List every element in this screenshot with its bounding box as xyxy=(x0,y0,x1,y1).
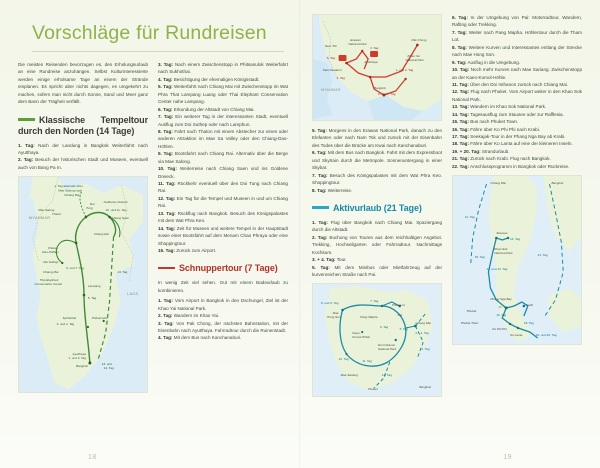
svg-text:MYANMAR: MYANMAR xyxy=(28,216,51,221)
day-text: Über den Doi Inthanon zurück nach Chiang Mai. xyxy=(468,81,569,87)
svg-text:Phitsanulok: Phitsanulok xyxy=(91,316,108,321)
svg-text:5. Tag: 5. Tag xyxy=(399,327,408,332)
day-text: Flug nach Phuket. Vom Airport weiter in den Khao Sok National Park. xyxy=(452,89,582,102)
svg-text:19. und 20. Tag: 19. und 20. Tag xyxy=(535,333,557,338)
tour-title: Klassische Tempeltour durch den Norden (14 Tage) xyxy=(18,114,148,136)
svg-text:Goldenes Dreieck: Goldenes Dreieck xyxy=(103,200,128,205)
svg-text:18. Tag: 18. Tag xyxy=(523,321,534,326)
svg-text:MYANMAR: MYANMAR xyxy=(320,87,341,93)
map-graphic-north xyxy=(19,177,147,392)
day-label: 8. Tag: xyxy=(158,128,173,134)
svg-text:Stausee: Stausee xyxy=(496,231,508,236)
tour-heading-schnuppertour xyxy=(158,263,288,274)
day-text: Ein weiterer Tag in der interessanten Stadt, eventuell Ausflug zum Doi Suthep oder nach Lamphun. xyxy=(158,114,289,127)
svg-text:15. Tag: 15. Tag xyxy=(474,255,485,260)
svg-text:4. Tag: 4. Tag xyxy=(336,75,345,81)
tour-intro: In wenig Zeit viel sehen. Gut mit einem Badeurlaub zu kombinieren. xyxy=(158,280,288,293)
day-entry xyxy=(452,111,582,118)
day-label: 15. Tag: xyxy=(452,119,470,125)
day-entry xyxy=(452,44,582,59)
svg-text:Phuket: Phuket xyxy=(368,387,378,392)
day-label: 9. Tag: xyxy=(158,151,174,157)
day-text: Mit dem Bus nach Bangkok. Fahrt mit dem Expressboot und Skytrain durch die Metropole. Sonnenuntergang in einer Skybar. xyxy=(312,150,442,171)
svg-text:13. Tag: 13. Tag xyxy=(117,270,128,275)
day-label: 15. Tag: xyxy=(158,247,176,253)
day-label: 12. Tag: xyxy=(452,89,470,95)
day-label: 1. Tag: xyxy=(312,219,328,225)
svg-text:Tung: Tung xyxy=(85,206,93,211)
svg-text:Ko Lanta: Ko Lanta xyxy=(510,333,523,338)
day-entry xyxy=(18,156,148,171)
svg-text:1. und 2. Tag: 1. und 2. Tag xyxy=(68,356,86,361)
right-page-columns xyxy=(312,14,582,442)
day-label: 3. Tag: xyxy=(158,62,174,67)
page-number-right: 19 xyxy=(503,454,512,461)
day-text: Bootsfahrt nach Chiang Rai. Alternativ über die Berge via Mae Salong. xyxy=(158,151,288,164)
day-entry xyxy=(158,128,288,150)
title-divider xyxy=(32,51,284,52)
day-label: 21. Tag: xyxy=(452,156,470,162)
svg-text:17. Tag: 17. Tag xyxy=(498,305,509,310)
day-label: 11. Tag: xyxy=(158,181,176,186)
svg-text:Kaeo-: Kaeo- xyxy=(352,331,361,336)
day-entry xyxy=(452,133,582,140)
tour-title: Schnuppertour (7 Tage) xyxy=(179,263,278,274)
svg-text:Bangkok: Bangkok xyxy=(419,385,432,390)
day-text: Noch mehr Kurven nach Mae Sariang. Zwischenstopp an der Kaeo-Komol-Höhle. xyxy=(452,67,582,80)
svg-text:6. und 7. Tag: 6. und 7. Tag xyxy=(66,266,84,271)
day-label: 6. Tag: xyxy=(312,150,327,156)
day-entry xyxy=(158,312,288,319)
day-label: 2. Tag: xyxy=(18,157,34,163)
day-text: Nach der Landung in Bangkok Weiterfahrt nach Ayutthaya. xyxy=(18,142,148,155)
day-label: 10. Tag: xyxy=(158,166,177,172)
svg-text:1. Tag: 1. Tag xyxy=(421,347,430,352)
svg-text:Thaton: Thaton xyxy=(51,212,62,217)
day-entry xyxy=(158,180,288,195)
day-label: 13. Tag: xyxy=(452,104,470,110)
svg-text:5. Tag: 5. Tag xyxy=(326,55,336,61)
day-text: Besichtigung der ehemaligen Königsstadt. xyxy=(172,76,260,82)
page-right xyxy=(300,0,600,468)
day-text: Rückflug nach Bangkok. Besuch des Königspalastes mit dem Wat Phra Keo. xyxy=(158,210,288,224)
day-label: 8. Tag: xyxy=(312,187,327,193)
svg-text:Chiang-: Chiang- xyxy=(47,246,59,251)
day-text: Fähre über Ko Lanta auf eine der kleineren Inseln. xyxy=(469,141,573,147)
day-text: Weiterreise. xyxy=(326,187,353,193)
day-text: Buchung von Touren aus dem reichhaltigen Angebot. Trekking, Hochseilgarten oder Fahrradtour. Nachmittags Kochkurs. xyxy=(312,234,443,255)
tour-heading-klassische-tempeltour xyxy=(18,115,148,137)
svg-text:National Park: National Park xyxy=(348,41,367,47)
day-entry xyxy=(18,142,148,157)
svg-text:Mae Salong nach: Mae Salong nach xyxy=(58,188,83,193)
day-entry xyxy=(452,59,582,66)
day-text: Von Pak Chong, der nächsten Bahnstation, mit der Eisenbahn nach Ayutthaya. Fahrradtour durch die Ruinenstadt. xyxy=(158,320,288,333)
day-label: 5. Tag: xyxy=(158,84,173,90)
svg-text:12. Tag: 12. Tag xyxy=(381,373,392,378)
svg-text:Krabi: Krabi xyxy=(525,303,533,308)
svg-text:Ayutthaya: Ayutthaya xyxy=(364,59,378,65)
day-text: Fahrt nach Thaton mit einem Abstecher zur einen oder anderen Attraktion im Mae Sa Valley oder den Chiang-Dao-Höhlen. xyxy=(158,128,288,149)
svg-text:21. Tag: 21. Tag xyxy=(537,253,548,258)
day-entry xyxy=(158,320,288,335)
day-entry xyxy=(158,113,288,128)
svg-text:Doi Suthep: Doi Suthep xyxy=(43,260,59,265)
day-entry xyxy=(452,126,582,133)
svg-text:Doi Inthanon: Doi Inthanon xyxy=(377,343,396,348)
svg-text:Mae: Mae xyxy=(332,311,339,316)
day-entry xyxy=(158,165,288,180)
svg-text:National Park: National Park xyxy=(405,57,424,63)
day-entry xyxy=(452,29,582,44)
day-entry xyxy=(452,163,582,170)
day-text: In der Umgebung von Pai: Motorradtour, Wandern, Rafting oder Trekking. xyxy=(452,15,582,28)
day-entry xyxy=(312,127,442,149)
svg-text:Mae Salong: Mae Salong xyxy=(38,208,55,213)
map-graphic-aktiv-nord xyxy=(313,284,441,396)
map-graphic-aktiv-sued xyxy=(453,176,581,344)
day-entry xyxy=(452,14,582,29)
day-label: 5. Tag: xyxy=(312,264,330,270)
svg-text:2. - 4. Tag: 2. - 4. Tag xyxy=(415,331,429,336)
svg-text:Pak Chong: Pak Chong xyxy=(411,37,427,43)
day-text: Tour. xyxy=(335,257,347,263)
day-entry xyxy=(312,234,442,256)
day-label: 1. Tag: xyxy=(158,298,174,304)
svg-text:Komol-Höhle: Komol-Höhle xyxy=(352,335,370,340)
svg-text:12. Tag: 12. Tag xyxy=(464,215,475,220)
day-label: 7. Tag: xyxy=(158,114,174,120)
day-label: 10. Tag: xyxy=(452,67,470,73)
map-aktivurlaub-sued xyxy=(452,175,582,345)
day-label: 6. Tag: xyxy=(158,106,173,112)
day-entry xyxy=(452,118,582,125)
svg-text:Doi: Doi xyxy=(89,202,95,207)
day-entry xyxy=(452,155,582,162)
svg-text:Chiang Mai: Chiang Mai xyxy=(490,181,506,186)
tour-title: Aktivurlaub (21 Tage) xyxy=(333,202,422,213)
day-entry xyxy=(312,149,442,171)
blue-bar-icon xyxy=(312,206,329,209)
day-text: Flug über Bangkok nach Chiang Mai. Spaziergang durch die Altstadt. xyxy=(312,219,442,233)
tour-heading-aktivurlaub xyxy=(312,203,442,214)
day-label: 3. Tag: xyxy=(158,320,174,326)
day-label: 2. Tag: xyxy=(158,313,173,319)
day-text: Ausflug in die Umgebung. xyxy=(466,59,521,65)
map-aktivurlaub-nord xyxy=(312,283,442,397)
day-entry xyxy=(158,106,288,113)
svg-text:Kanchanaburi: Kanchanaburi xyxy=(322,67,342,73)
day-text: Erkundung der Altstadt von Chiang Mai. xyxy=(172,106,255,112)
svg-text:Bangkok: Bangkok xyxy=(551,181,564,186)
day-text: Weiterreise nach Chiang Saen und ins Goldene Dreieck. xyxy=(158,166,288,179)
page-number-left: 18 xyxy=(88,454,97,461)
svg-text:Khao Yai: Khao Yai xyxy=(407,53,420,59)
svg-text:Phang Nga Bay: Phang Nga Bay xyxy=(490,297,512,302)
svg-text:LAOS: LAOS xyxy=(127,292,139,297)
day-entry xyxy=(452,148,582,155)
day-label: 4. Tag: xyxy=(158,76,173,82)
svg-text:Ko Phi Phi: Ko Phi Phi xyxy=(492,327,507,332)
day-text: Besuch des Königspalastes mit dem Wat Phra Keo. Shoppingtour. xyxy=(312,172,442,186)
svg-text:Chiang Mai: Chiang Mai xyxy=(43,270,59,275)
day-text: Vom Airport in Bangkok in den Dschungel, Ziel ist der Khao Yai National Park. xyxy=(158,298,288,311)
day-text: Wandern im Khao Sok National Park. xyxy=(469,104,547,110)
day-entry xyxy=(158,210,288,225)
day-label: 6. Tag: xyxy=(452,15,468,20)
red-bar-icon xyxy=(158,267,175,270)
day-label: 7. Tag: xyxy=(312,172,328,178)
day-text: Mit dem Bus nach Kanchanaburi. xyxy=(172,335,242,341)
day-text: Weiter nach Pang Mapha. Höhlentour durch die Tham Lot. xyxy=(452,29,582,43)
svg-text:10. Tag: 10. Tag xyxy=(338,357,349,362)
svg-text:10. und 11. Tag: 10. und 11. Tag xyxy=(105,208,127,213)
day-label: 14. Tag: xyxy=(452,111,470,117)
svg-text:3. und 4. Tag: 3. und 4. Tag xyxy=(56,322,75,327)
svg-text:Lampang: Lampang xyxy=(87,284,101,289)
day-entry xyxy=(452,81,582,88)
svg-text:6. Tag: 6. Tag xyxy=(379,325,389,330)
svg-text:Hong Son: Hong Son xyxy=(327,315,341,320)
day-text: Weitere Kurven und Interessantes entlang der Strecke nach Mae Hong Son. xyxy=(452,44,582,58)
svg-text:National Park: National Park xyxy=(377,347,397,352)
map-graphic-schnupper xyxy=(313,15,441,120)
svg-text:1. Tag alternativ über: 1. Tag alternativ über xyxy=(54,184,83,189)
book-fold xyxy=(299,0,301,468)
svg-text:13. und: 13. und xyxy=(101,362,112,367)
day-entry xyxy=(452,66,582,81)
svg-text:Ayutthaya: Ayutthaya xyxy=(72,352,86,357)
day-entry xyxy=(452,140,582,147)
day-entry xyxy=(158,195,288,210)
day-label: 7. Tag: xyxy=(452,29,467,35)
day-text: Mit dem Minibus oder Mietfahrzeug auf der kurvenreichen Straße nach Pai. xyxy=(312,264,442,277)
day-entry xyxy=(158,247,288,254)
svg-text:14. Tag: 14. Tag xyxy=(510,237,521,242)
day-text: Anschlussprogramm in Bangkok oder Rückreise. xyxy=(469,163,570,169)
day-entry xyxy=(452,103,582,110)
svg-text:Mae Sariang: Mae Sariang xyxy=(340,373,358,378)
day-entry xyxy=(312,219,442,234)
day-text: Fähre über Ko Phi Phi nach Krabi. xyxy=(469,126,541,132)
day-label: 13. Tag: xyxy=(158,210,176,216)
svg-text:12. und 13. Tag: 12. und 13. Tag xyxy=(486,267,508,272)
svg-text:8. und 9. Tag: 8. und 9. Tag xyxy=(320,301,339,306)
day-entry xyxy=(312,264,442,279)
day-label: 17. Tag: xyxy=(452,134,470,139)
day-text: Zeit für Museen und weitere Tempel in der Hauptstadt sowie einer Bootsfahrt auf dem Menam Chao Phraya oder eine Shoppingtour. xyxy=(158,225,288,246)
day-label: 18. Tag: xyxy=(452,141,470,147)
day-entry xyxy=(158,61,288,76)
svg-text:7. Tag: 7. Tag xyxy=(370,299,379,304)
svg-text:Erawan: Erawan xyxy=(350,37,361,43)
day-label: 2. Tag: xyxy=(312,234,328,240)
svg-text:Bangkok: Bangkok xyxy=(374,85,386,91)
day-text: Tagesausflug zum Stausee oder zur Rafflesia. xyxy=(469,111,564,117)
svg-text:Chiang Rai: Chiang Rai xyxy=(64,193,80,198)
map-klassische-tempeltour-nord xyxy=(18,176,148,393)
svg-text:Chiang Mai: Chiang Mai xyxy=(415,321,431,326)
svg-text:Dao-Höhlen: Dao-Höhlen xyxy=(42,250,59,255)
day-label: 4. Tag: xyxy=(158,335,173,341)
svg-text:Phuket: Phuket xyxy=(466,309,477,314)
svg-text:3. Tag: 3. Tag xyxy=(370,45,379,51)
day-label: 16. Tag: xyxy=(452,126,470,132)
day-label: 9. Tag: xyxy=(452,59,467,65)
day-text: Zurück zum Airport. xyxy=(175,247,217,253)
svg-text:Thai Elephant: Thai Elephant xyxy=(39,278,59,283)
day-entry xyxy=(312,256,442,263)
svg-text:Pai: Pai xyxy=(397,313,403,318)
intro-paragraph: Die meisten Reisenden bevorzugen es, den Erholungsurlaub an eine Rundreise anzuhängen. Selbst Kulturinteressierte werden einige erholsame Tage an einem der Strände einplanen. Es spricht aber nichts dagegen, es umgekehrt zu machen, sofern man nicht durch Sonne, Sand und Meer ganz dem Bann der Trägheit verfällt. xyxy=(18,62,148,105)
svg-text:Phuket Town: Phuket Town xyxy=(460,321,479,326)
day-entry xyxy=(312,187,442,194)
svg-text:6. und 7. Tag: 6. und 7. Tag xyxy=(377,91,396,97)
svg-text:Sukhothai: Sukhothai xyxy=(62,316,77,321)
svg-text:11. Tag: 11. Tag xyxy=(362,359,372,364)
day-entry xyxy=(452,88,582,103)
svg-text:Khao Sok: Khao Sok xyxy=(494,247,508,252)
day-label: 12. Tag: xyxy=(158,195,176,201)
day-entry xyxy=(312,172,442,187)
day-entry xyxy=(158,83,288,105)
svg-text:National Park: National Park xyxy=(494,251,513,256)
day-text: Wandern im Khao Yai. xyxy=(172,313,220,319)
day-entry xyxy=(158,76,288,83)
svg-text:Tham Lot: Tham Lot xyxy=(391,303,405,308)
day-text: Nach einem Zwischenstopp in Phitsanulok Weiterfahrt nach Sukhothai. xyxy=(158,62,288,75)
day-label: 5. Tag: xyxy=(312,128,327,133)
day-entry xyxy=(158,297,288,312)
svg-text:Bangkok: Bangkok xyxy=(76,364,88,369)
day-label: 19. + 20. Tag: xyxy=(452,148,481,154)
day-label: 14. Tag: xyxy=(158,225,176,231)
day-text: Weiterfahrt nach Chiang Mai mit Zwischenstopp im Wat Phra That Lampang Luang oder Thai Elephant Conservation Center nahe Lampang. xyxy=(158,84,288,105)
svg-text:14. Tag: 14. Tag xyxy=(103,366,114,371)
day-text: Besuch der historischen Stadt und Museen, eventuell auch von Bang Pa In. xyxy=(18,157,148,170)
map-schnuppertour xyxy=(312,14,442,121)
day-text: Zurück nach Krabi. Flug nach Bangkok. xyxy=(469,156,551,162)
day-entry xyxy=(158,334,288,341)
day-label: 3. + 4. Tag: xyxy=(312,257,336,263)
svg-text:16. Tag: 16. Tag xyxy=(496,313,507,318)
day-text: Ein Tag für die Tempel und Museen in und um Chiang Rai. xyxy=(158,195,288,209)
left-page-columns xyxy=(18,61,288,465)
green-bar-icon xyxy=(18,118,35,121)
svg-text:Chiang Rai: Chiang Rai xyxy=(93,232,109,237)
svg-text:5. Tag: 5. Tag xyxy=(87,296,97,301)
day-text: Rückkehr eventuell über den Doi Tung nach Chiang Rai. xyxy=(158,181,288,194)
svg-text:Pang Mapha: Pang Mapha xyxy=(360,315,378,320)
day-text: Morgens in den Erawan National Park, danach zu den Elefanten oder nach Nam Tok und zurück mit der Eisenbahn des Todes über die Brücke am Kwai nach Kanchanaburi. xyxy=(312,128,442,148)
day-entry xyxy=(158,225,288,247)
page-title: Vorschläge für Rundreisen xyxy=(32,22,267,44)
day-text: Strandurlaub. xyxy=(480,148,510,154)
svg-text:1. und 2. Tag: 1. und 2. Tag xyxy=(395,67,414,73)
day-entry xyxy=(158,150,288,165)
day-label: 22. Tag: xyxy=(452,163,470,169)
day-text: Seekajak-Tour in der Phang Nga Bay ab Krabi. xyxy=(469,134,566,139)
svg-text:Conservation Center: Conservation Center xyxy=(34,282,63,287)
day-label: 11. Tag: xyxy=(452,81,469,87)
day-text: Bus nach Phuket Town. xyxy=(469,119,519,125)
day-label: 8. Tag: xyxy=(452,44,467,50)
svg-text:Nam Tok: Nam Tok xyxy=(324,43,337,49)
svg-text:Chiang Saen: Chiang Saen xyxy=(111,216,130,221)
day-label: 1. Tag: xyxy=(18,142,35,148)
